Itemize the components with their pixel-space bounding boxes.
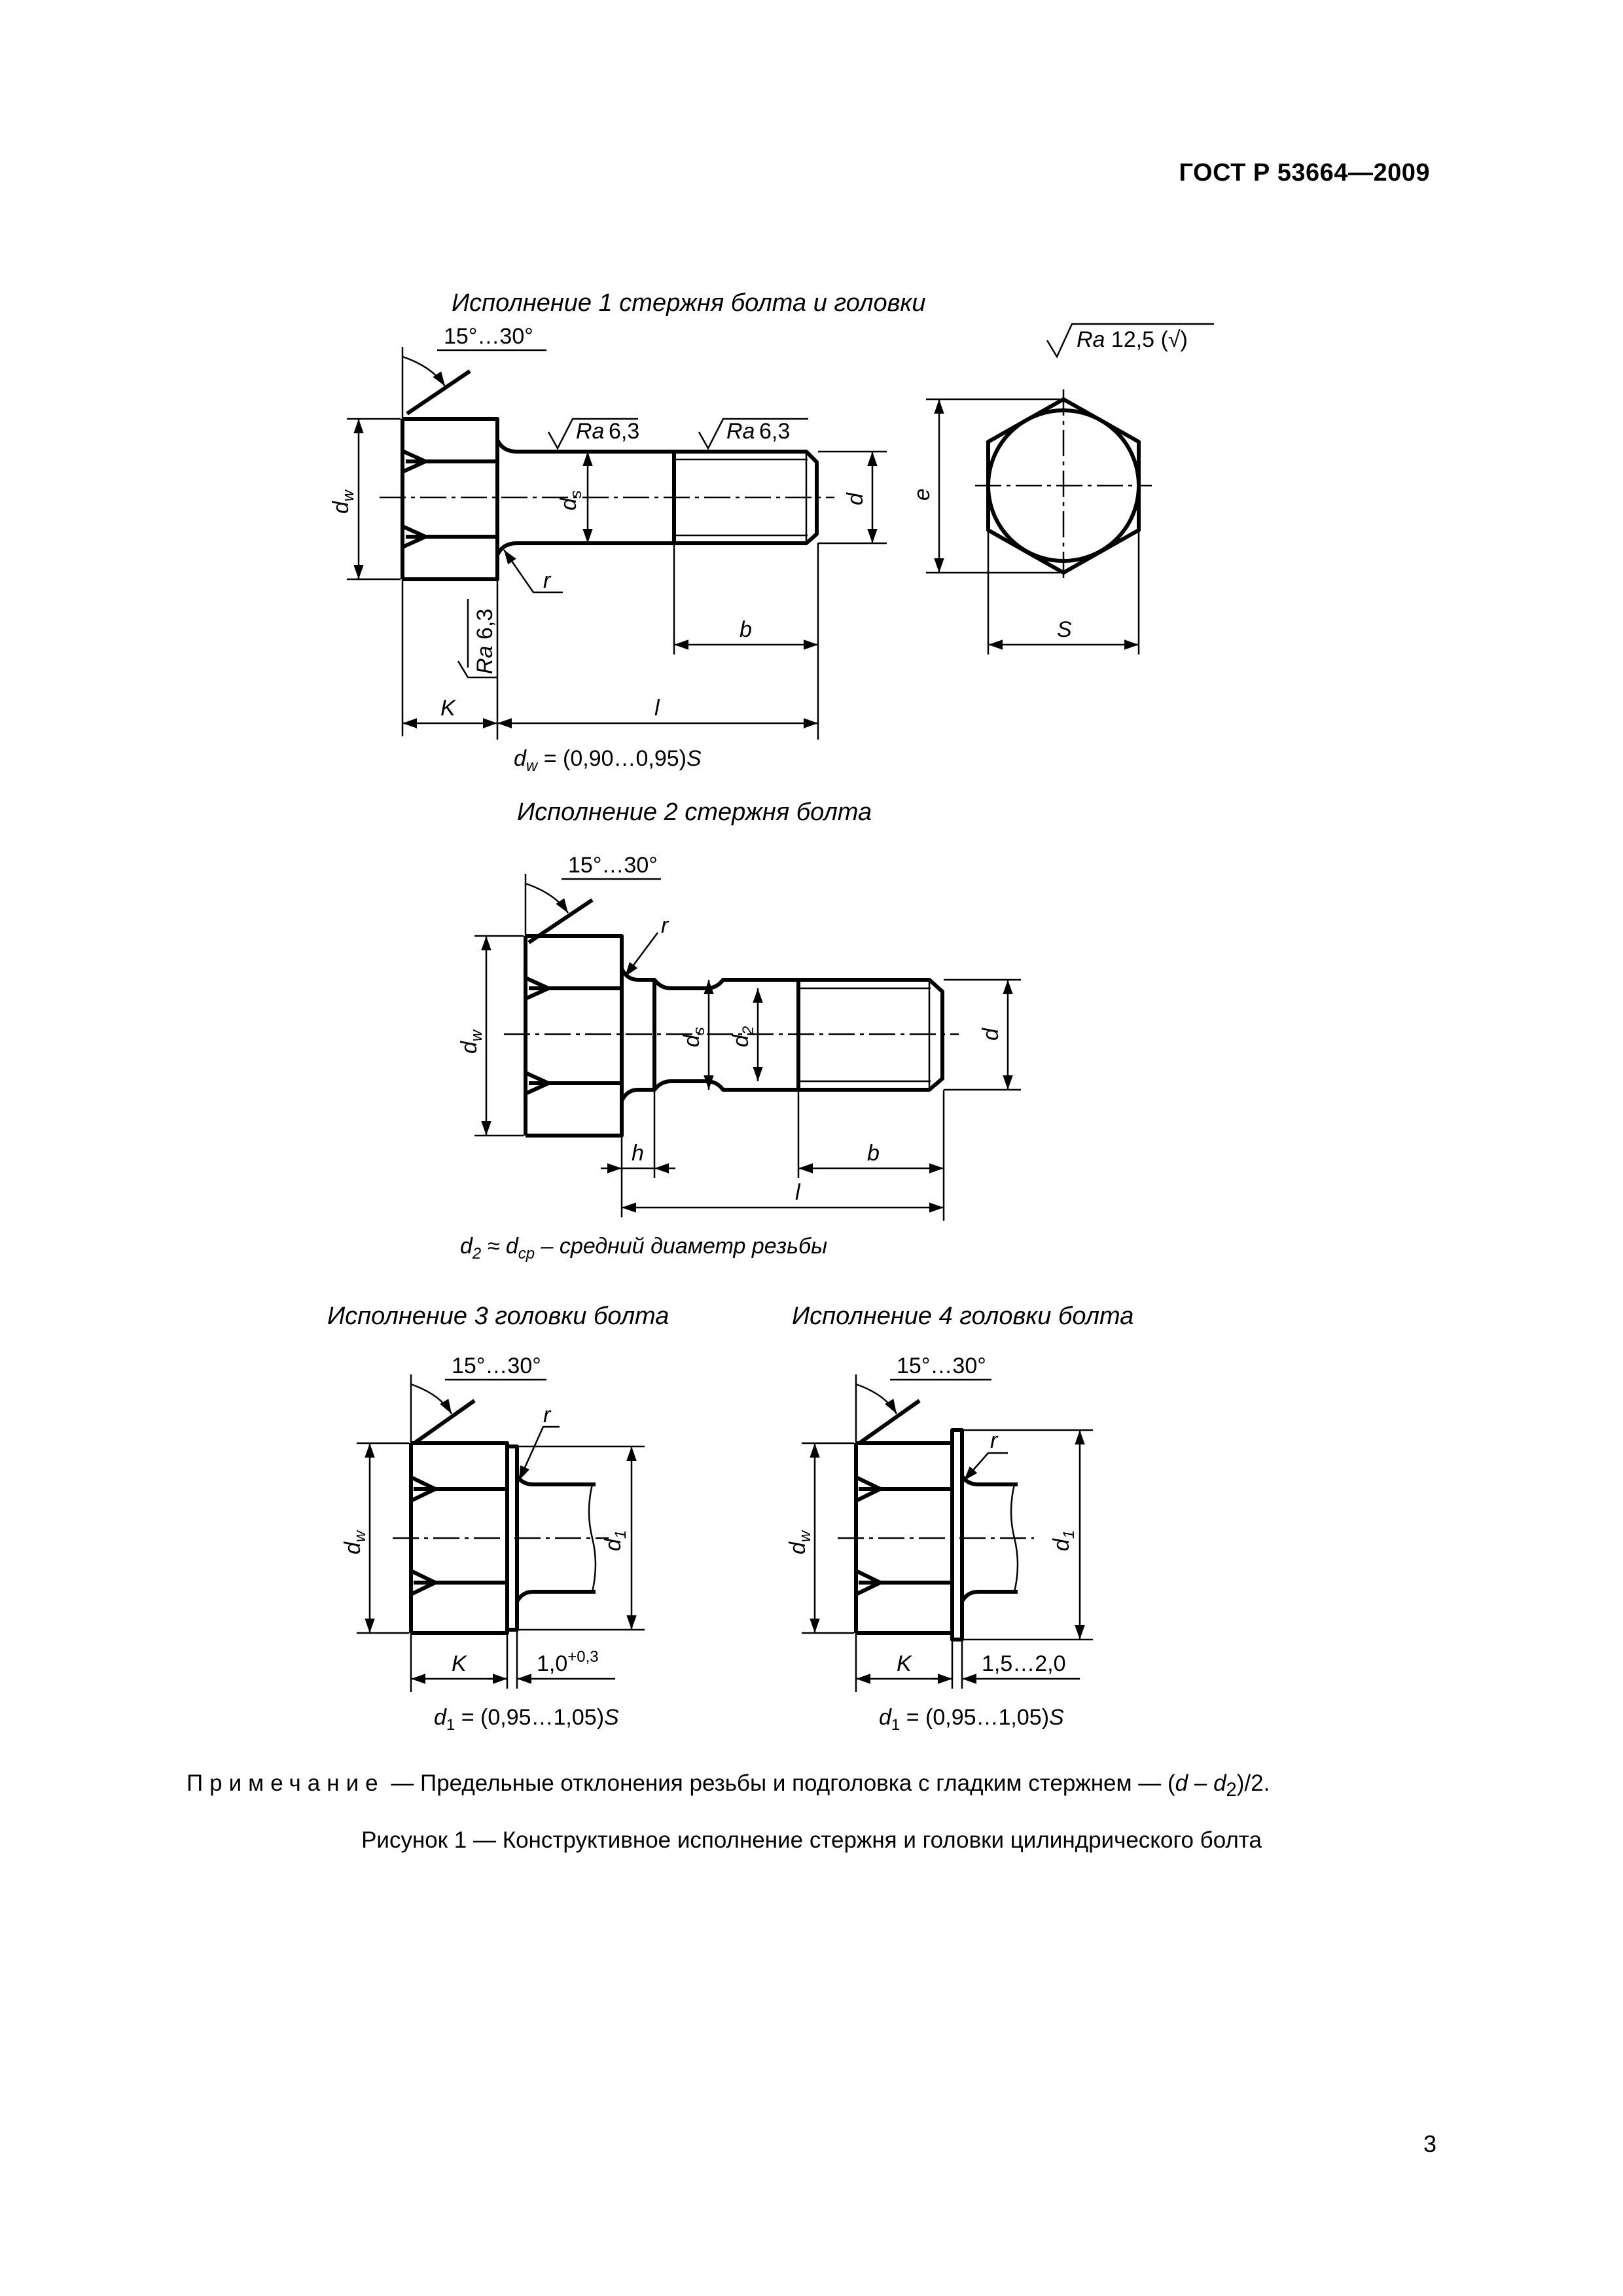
v2-r-label: r (661, 913, 669, 938)
v1-b-label: b (740, 617, 752, 642)
figure-note (187, 1770, 1270, 1801)
v3-shank-top (517, 1476, 596, 1484)
v1-d-label: d (843, 493, 868, 505)
variant-1-drawing (329, 289, 1214, 775)
v4-dw-label: $d_w$ (785, 1530, 814, 1554)
variant-3-drawing (327, 1302, 669, 1734)
page-number: 3 (1423, 2130, 1436, 2157)
v3-angle-arc (411, 1384, 452, 1414)
v1-roughness-ra: Ra (576, 419, 605, 444)
v1-angle-label: 15°…30° (444, 324, 533, 349)
v2-h-label: h (632, 1141, 644, 1166)
note-label: Примечание (187, 1770, 385, 1796)
v2-angle-arc (526, 884, 568, 913)
v1-r-leader (504, 550, 563, 592)
v3-dw-label: $d_w$ (340, 1530, 369, 1554)
v1-bolt-head (402, 419, 497, 579)
v3-chamfer-line (414, 1401, 474, 1443)
v1-roughness-value: 6,3 (759, 419, 791, 444)
v2-d-label: d (978, 1028, 1003, 1041)
v1-roughness-ra: Ra (726, 419, 755, 444)
v1-r-label: r (543, 568, 551, 593)
v2-ds-label: $d_s$ (679, 1027, 708, 1047)
v3-r-label: r (543, 1403, 551, 1427)
v1-S-label: S (1057, 617, 1072, 642)
note-var-d: d (1175, 1770, 1188, 1796)
v1-l-label: l (654, 696, 660, 721)
v4-angle-label: 15°…30° (897, 1354, 986, 1378)
v3-thickness-label: $1,0^{+0,3}$ (537, 1648, 599, 1676)
v1-ds-label: $d_s$ (556, 490, 585, 511)
v4-angle-arc (856, 1384, 897, 1414)
v4-shank-bottom (962, 1592, 1018, 1602)
v3-K-label: K (452, 1651, 467, 1676)
variant-2-drawing (457, 798, 1021, 1263)
v4-r-leader (964, 1453, 1008, 1480)
v3-angle-label: 15°…30° (452, 1354, 541, 1378)
note-var-d2-sub: 2 (1226, 1780, 1237, 1801)
v2-l-label: l (795, 1180, 800, 1205)
v1-dw-label: $d_w$ (329, 490, 357, 514)
v4-K-label: K (897, 1651, 912, 1676)
variant-1-title: Исполнение 1 стержня болта и головки (452, 289, 926, 317)
v1-roughness-value: 6,3 (609, 419, 640, 444)
v2-angle-label: 15°…30° (568, 853, 658, 878)
v1-roughness-vertical-label: Ra 6,3 (473, 608, 497, 674)
v4-thickness-label: 1,5…2,0 (982, 1651, 1066, 1676)
v3-d1-label: $d_1$ (601, 1530, 630, 1551)
note-minus: – (1188, 1770, 1214, 1796)
v2-r-leader (625, 933, 658, 977)
v4-flange (952, 1430, 962, 1640)
v1-general-roughness: Ra 12,5 (√) (1077, 327, 1188, 352)
standard-header: ГОСТ Р 53664—2009 (1179, 159, 1430, 187)
v1-angle-arc (402, 357, 445, 386)
v4-chamfer-line (859, 1401, 919, 1443)
v1-e-label: e (910, 488, 935, 501)
variant-4-title: Исполнение 4 головки болта (792, 1302, 1134, 1330)
note-text-before: — Предельные отклонения резьбы и подголовка с гладким стержнем — ( (384, 1770, 1175, 1796)
note-text-after: )/2. (1236, 1770, 1270, 1796)
variant-3-title: Исполнение 3 головки болта (327, 1302, 669, 1330)
note-var-d2: d (1213, 1770, 1226, 1796)
v2-dw-label: $d_w$ (457, 1030, 486, 1054)
v2-d2-label: $d_2$ (728, 1026, 757, 1047)
v1-formula: $d_w$ = (0,90…0,95)S (514, 746, 702, 775)
variant-4-drawing (785, 1302, 1133, 1734)
v2-d2-note: $d_2 \approx d_{ср}$ – средний диаметр резьбы (460, 1234, 828, 1263)
v3-formula: $d_1$ = (0,95…1,05)S (434, 1705, 619, 1734)
v4-formula: $d_1$ = (0,95…1,05)S (879, 1705, 1064, 1734)
v2-b-label: b (867, 1141, 880, 1166)
v3-r-leader (519, 1427, 560, 1480)
v1-K-label: K (440, 696, 455, 721)
v4-d1-label: $d_1$ (1049, 1530, 1078, 1551)
v2-bolt-head (526, 936, 622, 1136)
v4-shank-top (962, 1476, 1018, 1484)
variant-2-title: Исполнение 2 стержня болта (517, 798, 872, 826)
v3-shank-bottom (517, 1592, 596, 1602)
v4-r-label: r (990, 1428, 998, 1453)
figure-caption: Рисунок 1 — Конструктивное исполнение стержня и головки цилиндрического болта (361, 1827, 1262, 1853)
